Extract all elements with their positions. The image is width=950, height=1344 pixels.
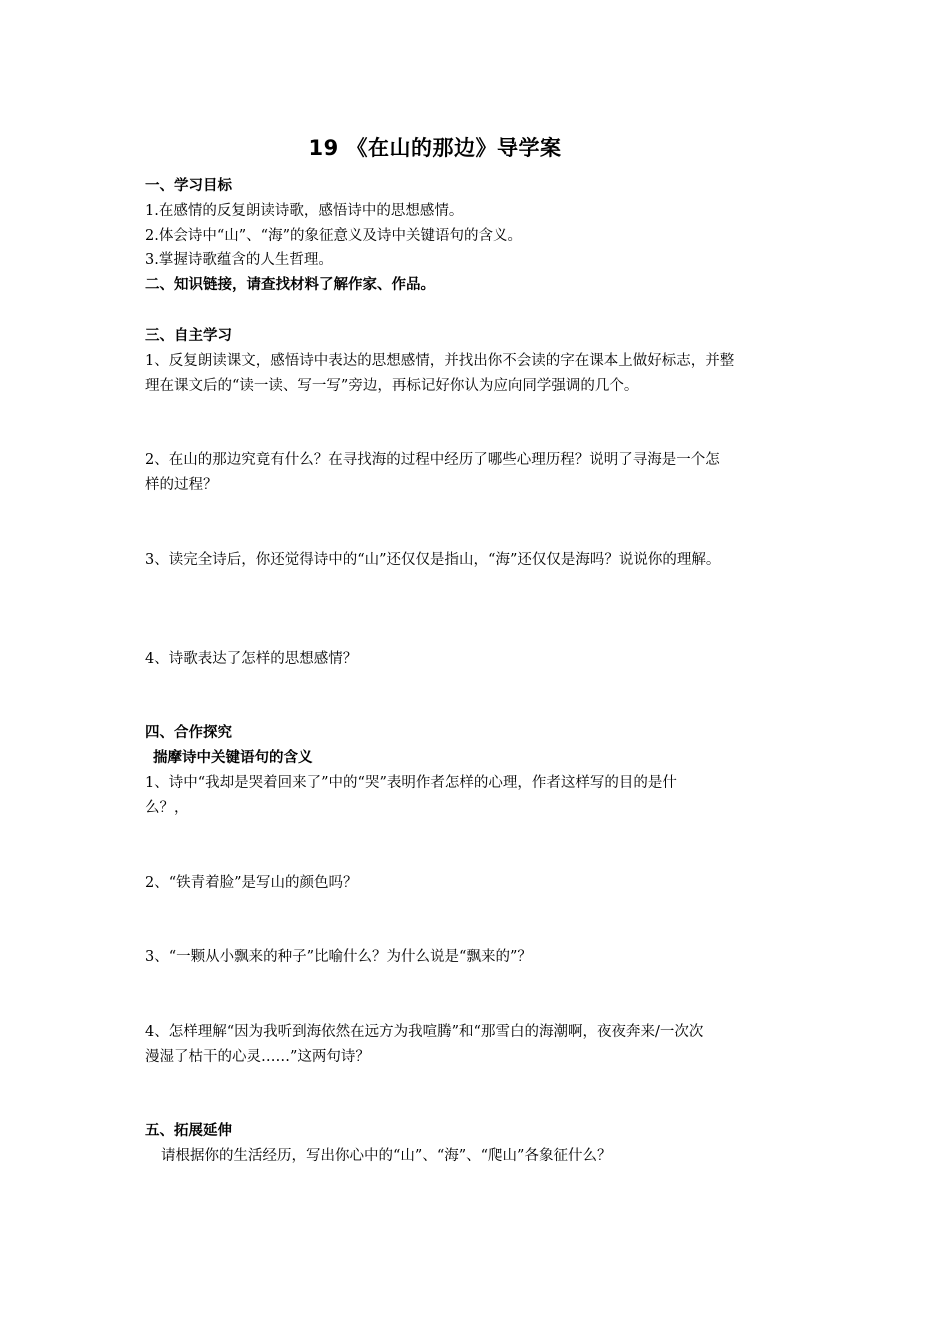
- goal-item-2: 2.体会诗中“山”、“海”的象征意义及诗中关键语句的含义。: [145, 228, 522, 244]
- inquiry-q4-line1: 4、怎样理解“因为我听到海依然在远方为我喧腾”和“那雪白的海潮啊，夜夜奔来/一次次: [145, 1024, 704, 1040]
- extension-prompt: 请根据你的生活经历，写出你心中的“山”、“海”、“爬山”各象征什么？: [161, 1148, 612, 1164]
- inquiry-q4-line2: 漫湿了枯干的心灵……”这两句诗？: [145, 1049, 370, 1065]
- inquiry-q1-line1: 1、诗中“我却是哭着回来了”中的“哭”表明作者怎样的心理，作者这样写的目的是什: [145, 775, 677, 791]
- section-4-subheading: 揣摩诗中关键语句的含义: [153, 750, 313, 766]
- section-5-heading: 五、拓展延伸: [145, 1123, 232, 1139]
- page-title: 19 《在山的那边》导学案: [308, 136, 562, 160]
- self-study-q1-line2: 理在课文后的“读一读、写一写”旁边，再标记好你认为应向同学强调的几个。: [145, 378, 639, 394]
- inquiry-q2: 2、“铁青着脸”是写山的颜色吗？: [145, 875, 358, 891]
- section-3-heading: 三、自主学习: [145, 328, 232, 344]
- self-study-q2-line2: 样的过程？: [145, 477, 218, 493]
- goal-item-3: 3.掌握诗歌蕴含的人生哲理。: [145, 252, 333, 268]
- section-2-heading: 二、知识链接，请查找材料了解作家、作品。: [145, 277, 435, 293]
- self-study-q4: 4、诗歌表达了怎样的思想感情？: [145, 651, 358, 667]
- section-4-heading: 四、合作探究: [145, 725, 232, 741]
- self-study-q1-line1: 1、反复朗读课文，感悟诗中表达的思想感情，并找出你不会读的字在课本上做好标志，并整: [145, 353, 735, 369]
- self-study-q2-line1: 2、在山的那边究竟有什么？在寻找海的过程中经历了哪些心理历程？说明了寻海是一个怎: [145, 452, 720, 468]
- goal-item-1: 1.在感情的反复朗读诗歌，感悟诗中的思想感情。: [145, 203, 464, 219]
- inquiry-q1-line2: 么？，: [145, 800, 189, 816]
- inquiry-q3: 3、“一颗从小飘来的种子”比喻什么？为什么说是“飘来的”？: [145, 949, 532, 965]
- section-1-heading: 一、学习目标: [145, 178, 232, 194]
- self-study-q3: 3、读完全诗后，你还觉得诗中的“山”还仅仅是指山，“海”还仅仅是海吗？说说你的理解。: [145, 552, 721, 568]
